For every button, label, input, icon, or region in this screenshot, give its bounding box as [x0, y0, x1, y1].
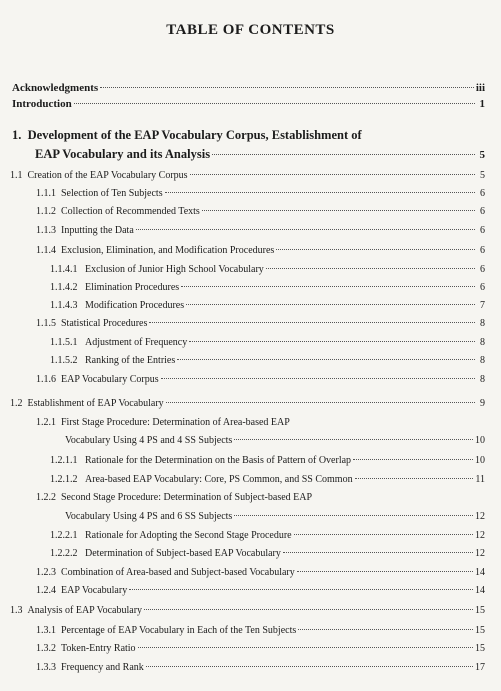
toc-chapter-1-line1: 1. Development of the EAP Vocabulary Corpus, Establishment of — [12, 128, 362, 142]
leader-dots — [186, 303, 475, 305]
toc-entry-1-1-6: 1.1.6 EAP Vocabulary Corpus 8 — [36, 374, 485, 385]
leader-dots — [266, 267, 475, 269]
toc-entry-1-2-1-line1: 1.2.1 First Stage Procedure: Determination of Area-based EAP — [36, 417, 290, 428]
leader-dots — [136, 228, 475, 230]
leader-dots — [165, 191, 475, 193]
leader-dots — [177, 358, 475, 360]
toc-entry-1-1-1: 1.1.1 Selection of Ten Subjects 6 — [36, 188, 485, 199]
leader-dots — [181, 285, 475, 287]
leader-dots — [283, 551, 473, 553]
leader-dots — [234, 438, 473, 440]
toc-entry-acknowledgments: Acknowledgments iii — [12, 82, 485, 94]
toc-entry-1-2-4: 1.2.4 EAP Vocabulary 14 — [36, 585, 485, 596]
leader-dots — [297, 570, 473, 572]
toc-entry-1-2-2-1: 1.2.2.1 Rationale for Adopting the Second Stage Procedure 12 — [50, 530, 485, 541]
leader-dots — [146, 665, 473, 667]
toc-entry-1-2-2-line1: 1.2.2 Second Stage Procedure: Determination of Subject-based EAP — [36, 492, 313, 503]
leader-dots — [100, 86, 474, 88]
leader-dots — [190, 173, 475, 175]
page-title: TABLE OF CONTENTS — [166, 22, 335, 38]
toc-entry-1-2-3: 1.2.3 Combination of Area-based and Subject-based Vocabulary 14 — [36, 567, 485, 578]
toc-entry-1-1-4-3: 1.1.4.3 Modification Procedures 7 — [50, 300, 485, 311]
toc-chapter-1-line2: EAP Vocabulary and its Analysis 5 — [35, 147, 485, 161]
leader-dots — [129, 588, 473, 590]
toc-entry-1-1-4-2: 1.1.4.2 Elimination Procedures 6 — [50, 282, 485, 293]
leader-dots — [166, 401, 475, 403]
leader-dots — [212, 153, 475, 155]
leader-dots — [144, 608, 473, 610]
toc-entry-1-2-1-line2: Vocabulary Using 4 PS and 4 SS Subjects 10 — [65, 435, 485, 446]
toc-entry-1-1-2: 1.1.2 Collection of Recommended Texts 6 — [36, 206, 485, 217]
toc-entry-1-1: 1.1 Creation of the EAP Vocabulary Corpus 5 — [10, 170, 485, 181]
toc-entry-1-1-5: 1.1.5 Statistical Procedures 8 — [36, 318, 485, 329]
toc-entry-1-1-5-1: 1.1.5.1 Adjustment of Frequency 8 — [50, 337, 485, 348]
toc-entry-1-2-2-2: 1.2.2.2 Determination of Subject-based EAP Vocabulary 12 — [50, 548, 485, 559]
leader-dots — [202, 209, 475, 211]
leader-dots — [74, 102, 475, 104]
toc-entry-1-3-3: 1.3.3 Frequency and Rank 17 — [36, 662, 485, 673]
toc-entry-introduction: Introduction 1 — [12, 98, 485, 110]
toc-entry-1-1-4-1: 1.1.4.1 Exclusion of Junior High School Vocabulary 6 — [50, 264, 485, 275]
leader-dots — [161, 377, 475, 379]
toc-entry-1-1-4: 1.1.4 Exclusion, Elimination, and Modification Procedures 6 — [36, 245, 485, 256]
leader-dots — [353, 458, 473, 460]
leader-dots — [234, 514, 473, 516]
leader-dots — [189, 340, 475, 342]
toc-entry-1-2-2-line2: Vocabulary Using 4 PS and 6 SS Subjects 12 — [65, 511, 485, 522]
toc-entry-1-2-1-1: 1.2.1.1 Rationale for the Determination on the Basis of Pattern of Overlap 10 — [50, 455, 485, 466]
leader-dots — [298, 628, 473, 630]
leader-dots — [294, 533, 473, 535]
toc-entry-1-2-1-2: 1.2.1.2 Area-based EAP Vocabulary: Core, PS Common, and SS Common 11 — [50, 474, 485, 485]
toc-entry-1-2: 1.2 Establishment of EAP Vocabulary 9 — [10, 398, 485, 409]
leader-dots — [355, 477, 474, 479]
leader-dots — [149, 321, 475, 323]
toc-entry-1-3-1: 1.3.1 Percentage of EAP Vocabulary in Each of the Ten Subjects 15 — [36, 625, 485, 636]
toc-entry-1-3-2: 1.3.2 Token-Entry Ratio 15 — [36, 643, 485, 654]
toc-entry-1-1-5-2: 1.1.5.2 Ranking of the Entries 8 — [50, 355, 485, 366]
leader-dots — [276, 248, 475, 250]
toc-entry-1-3: 1.3 Analysis of EAP Vocabulary 15 — [10, 605, 485, 616]
toc-entry-1-1-3: 1.1.3 Inputting the Data 6 — [36, 225, 485, 236]
leader-dots — [138, 646, 473, 648]
